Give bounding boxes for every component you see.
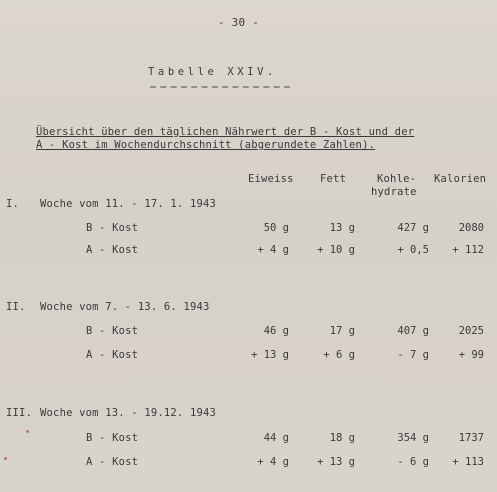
row-label: B - Kost bbox=[86, 325, 139, 337]
cell-kohlehydrate: 354 g bbox=[397, 432, 429, 444]
column-header-kohlehydrate-line1: Kohle- bbox=[377, 173, 417, 185]
row-label: A - Kost bbox=[86, 349, 139, 361]
cell-eiweiss: + 13 g bbox=[251, 349, 289, 361]
cell-kalorien: + 99 bbox=[458, 349, 484, 361]
cell-eiweiss: 44 g bbox=[263, 432, 289, 444]
cell-fett: + 10 g bbox=[317, 244, 355, 256]
week-heading: Woche vom 11. - 17. 1. 1943 bbox=[40, 198, 217, 210]
cell-kohlehydrate: + 0,5 bbox=[397, 244, 429, 256]
subtitle-line-2: A - Kost im Wochendurchschnitt (abgerundete Zahlen). bbox=[36, 139, 376, 151]
page-number: - 30 - bbox=[218, 16, 259, 29]
cell-kohlehydrate: 427 g bbox=[397, 222, 429, 234]
cell-fett: 17 g bbox=[329, 325, 355, 337]
cell-fett: + 13 g bbox=[317, 456, 355, 468]
cell-eiweiss: + 4 g bbox=[257, 244, 289, 256]
week-number: II. bbox=[6, 301, 26, 313]
week-number: I. bbox=[6, 198, 20, 210]
title-underline bbox=[150, 86, 290, 88]
cell-kohlehydrate: - 7 g bbox=[397, 349, 429, 361]
cell-eiweiss: 50 g bbox=[263, 222, 289, 234]
cell-fett: 18 g bbox=[329, 432, 355, 444]
row-label: B - Kost bbox=[86, 432, 139, 444]
cell-kalorien: 2025 bbox=[458, 325, 484, 337]
row-label: A - Kost bbox=[86, 456, 139, 468]
paper-speck bbox=[4, 457, 7, 460]
cell-kalorien: + 112 bbox=[452, 244, 484, 256]
cell-kalorien: 1737 bbox=[458, 432, 484, 444]
cell-kohlehydrate: - 6 g bbox=[397, 456, 429, 468]
cell-kohlehydrate: 407 g bbox=[397, 325, 429, 337]
column-header-fett: Fett bbox=[320, 173, 347, 185]
week-heading: Woche vom 13. - 19.12. 1943 bbox=[40, 407, 217, 419]
subtitle-line-1: Übersicht über den täglichen Nährwert der B - Kost und der bbox=[36, 126, 415, 138]
column-header-kohlehydrate-line2: hydrate bbox=[371, 186, 417, 198]
week-heading: Woche vom 7. - 13. 6. 1943 bbox=[40, 301, 210, 313]
column-header-eiweiss: Eiweiss bbox=[248, 173, 294, 185]
cell-kalorien: + 113 bbox=[452, 456, 484, 468]
row-label: B - Kost bbox=[86, 222, 139, 234]
cell-kalorien: 2080 bbox=[458, 222, 484, 234]
cell-fett: 13 g bbox=[329, 222, 355, 234]
cell-eiweiss: + 4 g bbox=[257, 456, 289, 468]
cell-eiweiss: 46 g bbox=[263, 325, 289, 337]
paper-speck bbox=[26, 430, 29, 433]
week-number: III. bbox=[6, 407, 33, 419]
column-header-kalorien: Kalorien bbox=[434, 173, 487, 185]
cell-fett: + 6 g bbox=[323, 349, 355, 361]
table-title: Tabelle XXIV. bbox=[148, 66, 277, 78]
row-label: A - Kost bbox=[86, 244, 139, 256]
